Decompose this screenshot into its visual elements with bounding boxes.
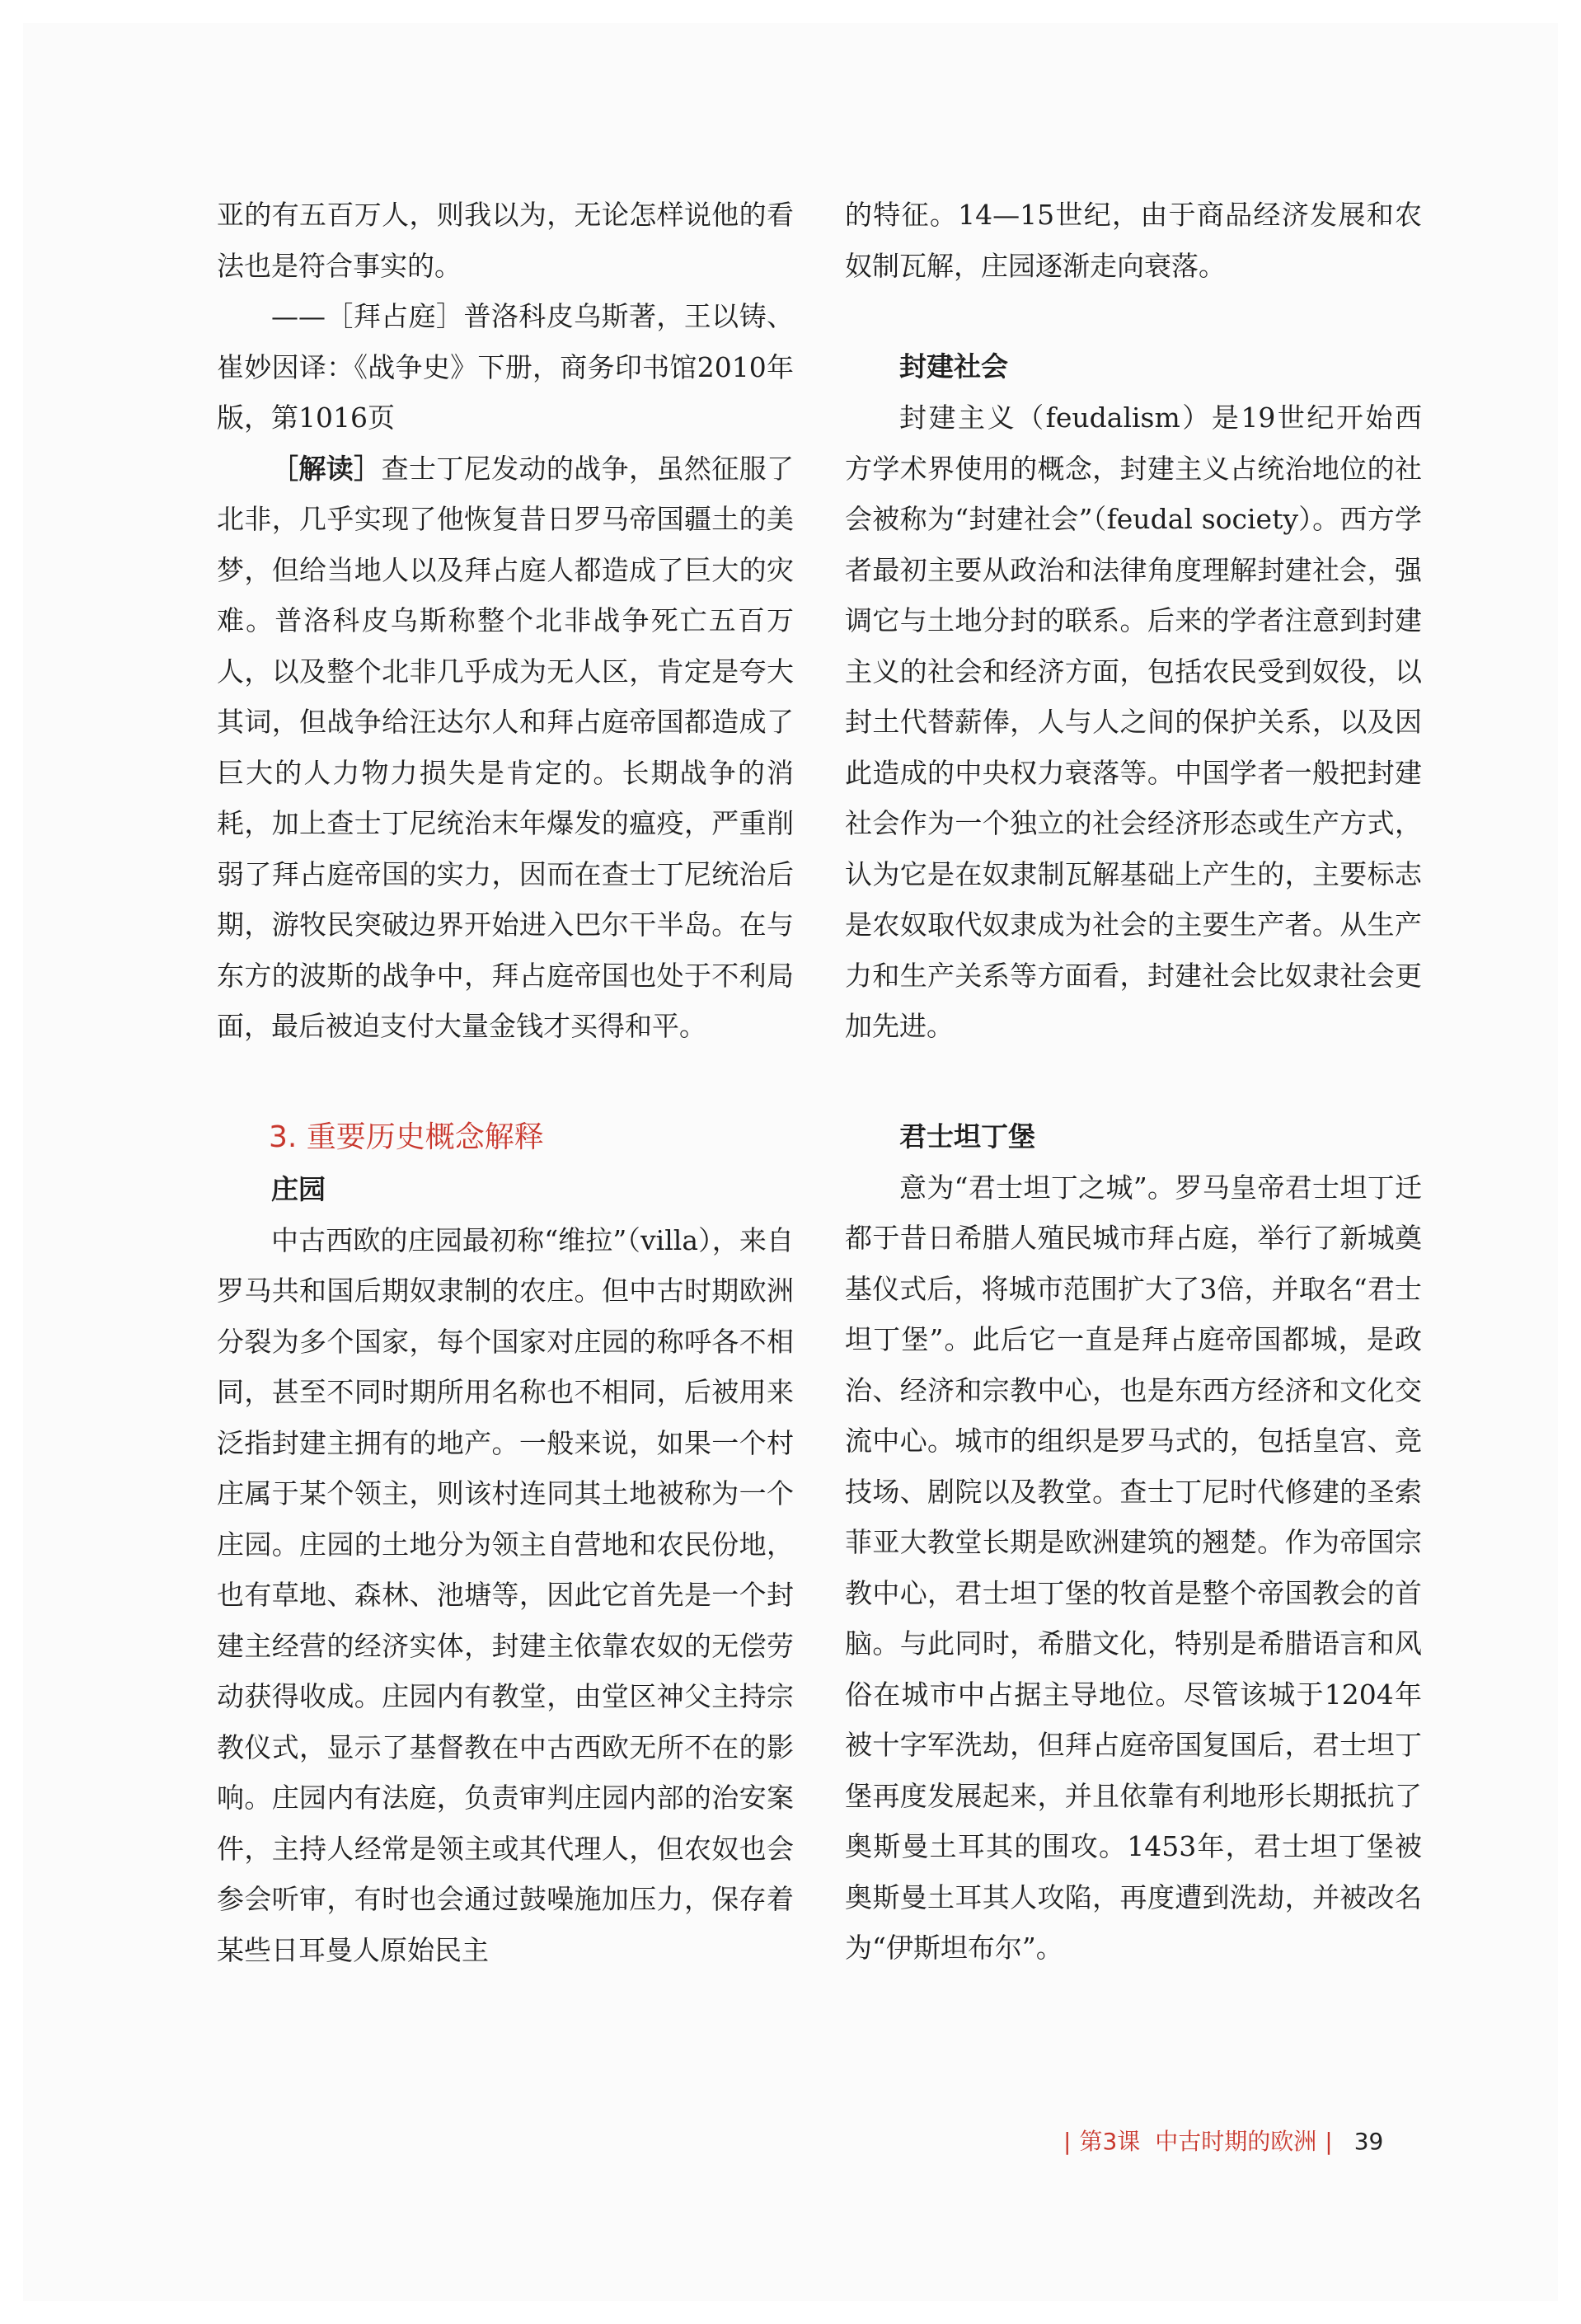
constantinople-paragraph: 意为“君士坦丁之城”。罗马皇帝君士坦丁迁都于昔日希腊人殖民城市拜占庭，举行了新城奠基仪式后，将城市范围扩大了3倍，并取名“君士坦丁堡”。此后它一直是拜占庭帝国都城，是政治、经济和宗教中心，也是东西方经济和文化交流中心。城市的组织是罗马式的，包括皇宫、竞技场、剧院以及教堂。查士丁尼时代修建的圣索菲亚大教堂长期是欧洲建筑的翘楚。作为帝国宗教中心，君士坦丁堡的牧首是整个帝国教会的首脑。与此同时，希腊文化，特别是希腊语言和风俗在城市中占据主导地位。尽管该城于1204年被十字军洗劫，但拜占庭帝国复国后，君士坦丁堡再度发展起来，并且依靠有利地形长期抵抗了奥斯曼土耳其的围攻。1453年，君士坦丁堡被奥斯曼土耳其人攻陷，再度遭到洗劫，并被改名为“伊斯坦布尔”。 [845,1171,1422,1964]
quote-citation: ——［拜占庭］普洛科皮乌斯著，王以铸、崔妙因译：《战争史》下册，商务印书馆2010年版，第1016页 [217,300,794,434]
section-heading: 3. 重要历史概念解释 [269,1120,544,1154]
feudal-society-paragraph: 封建主义（feudalism）是19世纪开始西方学术界使用的概念，封建主义占统治地位的社会被称为“封建社会”（feudal society）。西方学者最初主要从政治和法律角度理解封建社会，强调它与土地分封的联系。后来的学者注意到封建主义的社会和经济方面，包括农民受到奴役，以封土代替薪俸，人与人之间的保护关系，以及因此造成的中央权力衰落等。中国学者一般把封建社会作为一个独立的社会经济形态或生产方式，认为它是在奴隶制瓦解基础上产生的，主要标志是农奴取代奴隶成为社会的主要生产者。从生产力和生产关系等方面看，封建社会比奴隶社会更加先进。 [845,401,1422,1042]
page-number: 39 [1353,2128,1384,2155]
left-column [217,190,794,1975]
interpretation-paragraph [217,444,794,1052]
footer-separator: | [1325,2128,1333,2155]
page-footer [1055,2125,1383,2158]
quote-ending: 亚的有五百万人，则我以为，无论怎样说他的看法也是符合事实的。 [217,199,794,282]
footer-separator: | [1063,2128,1072,2155]
right-column [845,190,1422,1974]
spacer [845,291,1422,341]
manor-paragraph: 中古西欧的庄园最初称“维拉”（villa），来自罗马共和国后期奴隶制的农庄。但中古时期欧洲分裂为多个国家，每个国家对庄园的称呼各不相同，甚至不同时期所用名称也不相同，后被用来泛指封建主拥有的地产。一般来说，如果一个村庄属于某个领主，则该村连同其土地被称为一个庄园。庄园的土地分为领主自营地和农民份地，也有草地、森林、池塘等，因此它首先是一个封建主经营的经济实体，封建主依靠农奴的无偿劳动获得收成。庄园内有教堂，由堂区神父主持宗教仪式，显示了基督教在中古西欧无所不在的影响。庄园内有法庭，负责审判庄园内部的治安案件，主持人经常是领主或其代理人，但农奴也会参会听审，有时也会通过鼓噪施加压力，保存着某些日耳曼人原始民主 [217,1223,794,1966]
manor-paragraph-continued: 的特征。14—15世纪，由于商品经济发展和农奴制瓦解，庄园逐渐走向衰落。 [845,199,1422,282]
interpretation-label: ［解读］ [271,452,382,485]
footer-chapter-title: 中古时期的欧洲 [1155,2128,1317,2155]
spacer [845,1052,1422,1111]
term-heading-feudal-society: 封建社会 [899,350,1008,383]
term-heading-constantinople: 君士坦丁堡 [899,1120,1035,1153]
spacer [217,1052,794,1111]
term-heading-manor: 庄园 [271,1172,326,1205]
interpretation-text: 查士丁尼发动的战争，虽然征服了北非，几乎实现了他恢复昔日罗马帝国疆土的美梦，但给当地人以及拜占庭人都造成了巨大的灾难。普洛科皮乌斯称整个北非战争死亡五百万人，以及整个北非几乎成为无人区，肯定是夸大其词，但战争给汪达尔人和拜占庭帝国都造成了巨大的人力物力损失是肯定的。长期战争的消耗，加上查士丁尼统治末年爆发的瘟疫，严重削弱了拜占庭帝国的实力，因而在查士丁尼统治后期，游牧民突破边界开始进入巴尔干半岛。在与东方的波斯的战争中，拜占庭帝国也处于不利局面，最后被迫支付大量金钱才买得和平。 [217,452,795,1042]
footer-chapter: 第3课 [1079,2128,1141,2155]
